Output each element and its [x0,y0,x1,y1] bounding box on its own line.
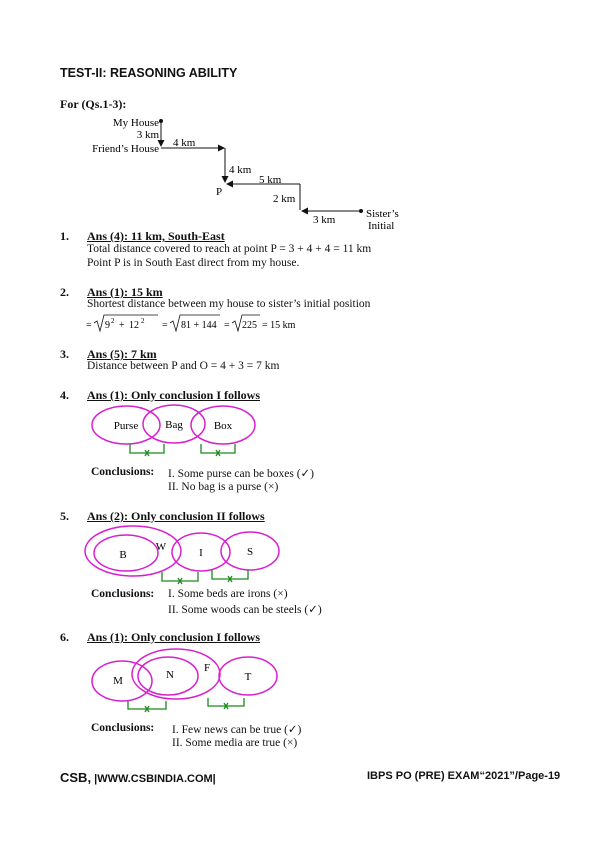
distance-label: 4 km [229,164,252,176]
set-label-s: S [246,546,254,558]
set-label-b: B [119,549,127,561]
set-label-bag: Bag [165,419,183,431]
question-number: 1. [60,229,69,243]
distance-formula [84,312,304,336]
answer-heading: Ans (4): 11 km, South-East [87,229,225,243]
end-dot [359,209,363,213]
conclusion-line: II. No bag is a purse (×) [168,481,279,493]
conclusion-line: II. Some media are true (×) [172,737,298,749]
question-number: 2. [60,285,69,299]
question-number: 6. [60,630,69,644]
set-label-box: Box [213,420,233,432]
set-label-w: W [155,541,167,553]
explanation-line: Total distance covered to reach at point P = 3 + 4 + 4 = 11 km [87,243,372,255]
answer-heading: Ans (1): Only conclusion I follows [87,630,261,644]
question-number: 5. [60,509,69,523]
distance-label: 2 km [273,193,296,205]
conclusions-label: Conclusions: [91,588,155,600]
friends-house-label: Friend’s House [92,143,159,155]
svg-text:12: 12 [129,320,139,331]
conclusion-line: I. Few news can be true (✓) [172,724,302,736]
set-label-n: N [166,669,174,681]
conclusions-label: Conclusions: [91,722,155,734]
answer-heading: Ans (5): 7 km [87,347,157,361]
sister-label: Sister’s [366,208,399,220]
conclusion-line: II. Some woods can be steels (✓) [168,604,322,616]
svg-text:=: = [86,320,92,331]
answer-heading: Ans (2): Only conclusion II follows [87,509,265,523]
svg-text:=: = [224,320,230,331]
svg-text:+: + [119,320,125,331]
svg-text:= 15 km: = 15 km [262,320,296,331]
set-label-f: F [203,662,211,674]
sister-label: Initial [368,220,395,232]
answer-heading: Ans (1): Only conclusion I follows [87,388,261,402]
distance-label: 5 km [259,174,282,186]
svg-text:9: 9 [105,320,110,331]
answer-heading: Ans (1): 15 km [87,285,163,299]
direction-diagram [0,110,600,235]
footer-brand: CSB, [60,770,92,785]
explanation-line: Point P is in South East direct from my house. [87,257,300,269]
set-label-i: I [199,547,203,559]
section-heading: TEST-II: REASONING ABILITY [60,66,238,80]
set-label-m: M [113,675,123,687]
conclusion-line: I. Some beds are irons (×) [168,588,288,600]
venn-diagram [0,643,600,715]
conclusion-line: I. Some purse can be boxes (✓) [168,468,314,480]
set-label-t: T [244,671,252,683]
svg-text:225: 225 [242,320,257,331]
venn-diagram [0,400,600,462]
venn-diagram [0,520,600,586]
set-label-purse: Purse [113,420,139,432]
question-number: 4. [60,388,69,402]
question-number: 3. [60,347,69,361]
question-group-label: For (Qs.1-3): [60,97,127,111]
footer-site [60,770,216,785]
point-p-label: P [216,186,223,198]
start-dot [159,119,163,123]
svg-text:2: 2 [141,317,145,325]
explanation-line: Distance between P and O = 4 + 3 = 7 km [87,360,280,372]
footer-page-info: IBPS PO (PRE) EXAM“2021”/Page-19 [367,770,561,782]
my-house-label: My House [112,117,159,129]
svg-text:2: 2 [111,317,115,325]
distance-label: 3 km [313,214,336,226]
conclusions-label: Conclusions: [91,466,155,478]
explanation-line: Shortest distance between my house to sister’s initial position [87,298,371,310]
svg-text:81 + 144: 81 + 144 [181,320,217,331]
distance-label: 3 km [136,129,159,141]
svg-text:=: = [162,320,168,331]
distance-label: 4 km [173,137,196,149]
footer-url: |WWW.CSBINDIA.COM| [94,773,216,785]
